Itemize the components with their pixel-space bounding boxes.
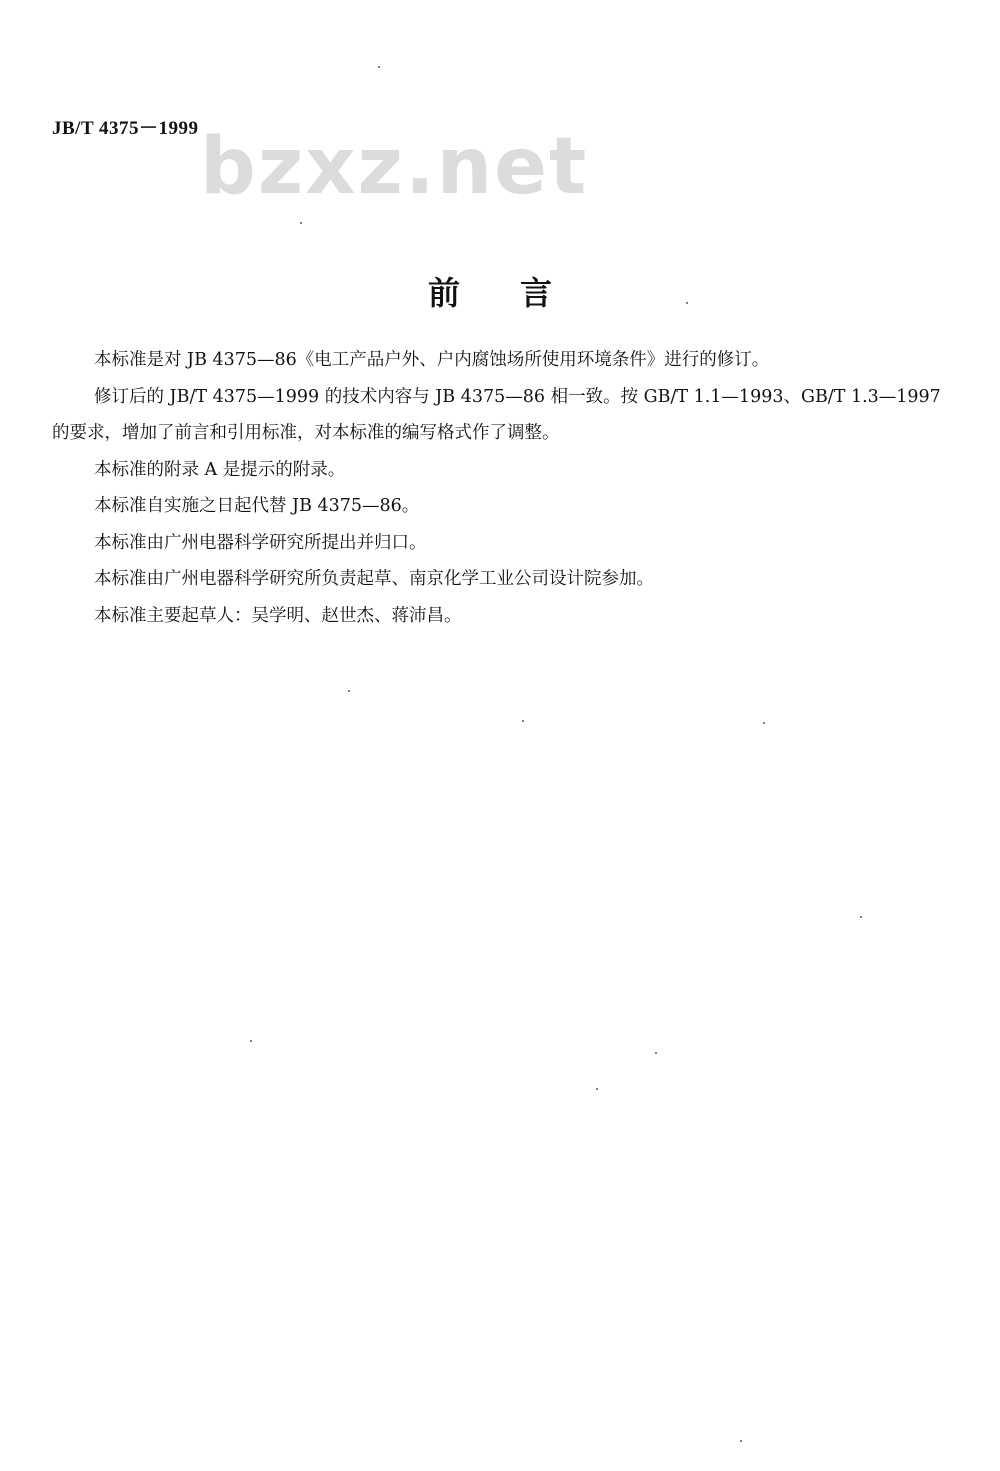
scan-speck (378, 66, 380, 68)
watermark-logo: bzxz.net (200, 122, 589, 212)
scan-speck (740, 1440, 742, 1442)
paragraph: 本标准是对 JB 4375—86《电工产品户外、户内腐蚀场所使用环境条件》进行的修订。 (94, 350, 770, 370)
paragraph: 本标准自实施之日起代替 JB 4375—86。 (94, 496, 420, 516)
scan-speck (300, 222, 302, 224)
paragraph: 本标准主要起草人：吴学明、赵世杰、蒋沛昌。 (94, 605, 462, 626)
scan-speck (522, 720, 524, 722)
section-title: 前言 (427, 274, 612, 312)
paragraph: 本标准的附录 A 是提示的附录。 (94, 459, 346, 480)
foreword-body (52, 342, 962, 634)
scan-speck (348, 690, 350, 692)
scan-speck (596, 1088, 598, 1090)
scan-speck (686, 302, 688, 304)
scan-speck (250, 1040, 252, 1042)
standard-code: JB/T 4375－1999 (52, 118, 199, 139)
paragraph: 修订后的 JB/T 4375—1999 的技术内容与 JB 4375—86 相一致。按 GB/T 1.1—1993、GB/T 1.3—1997 的要求，增加了前言和引用标准，对本标准的编写格式作了调整。 (52, 386, 941, 443)
paragraph: 本标准由广州电器科学研究所提出并归口。 (94, 532, 427, 553)
scan-speck (860, 916, 862, 918)
scan-speck (763, 722, 765, 724)
scan-speck (655, 1052, 657, 1054)
paragraph: 本标准由广州电器科学研究所负责起草、南京化学工业公司设计院参加。 (94, 569, 654, 589)
